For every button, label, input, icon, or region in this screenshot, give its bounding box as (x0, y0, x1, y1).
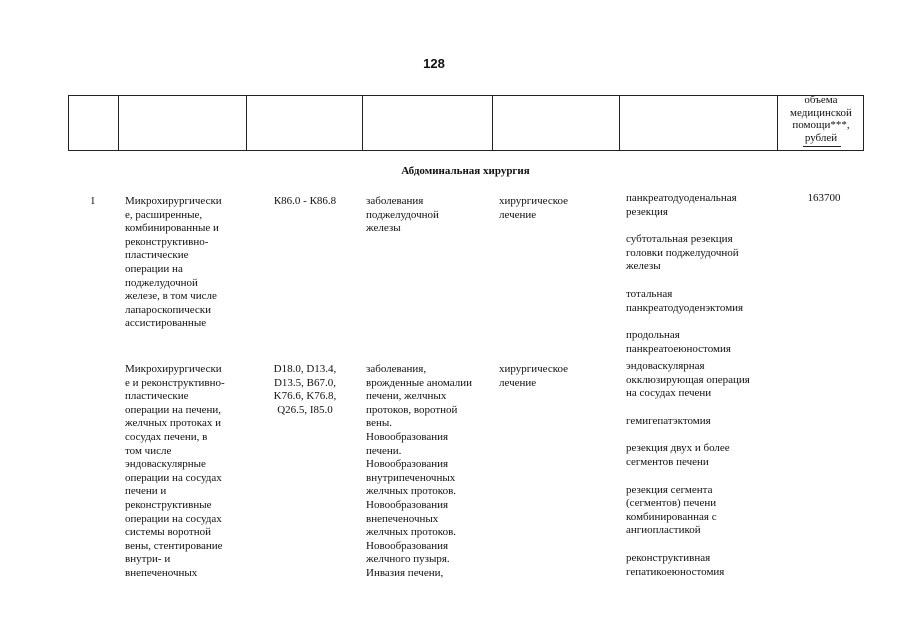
col-divider (619, 95, 620, 151)
treatment-methods (626, 360, 782, 579)
treatment-methods (626, 192, 782, 356)
section-title: Абдоминальная хирургия (401, 165, 530, 177)
table-right-border (863, 95, 864, 151)
treatment-type: хирургическое лечение (499, 363, 569, 389)
header-amount-label: объема медицинской помощи***, рублей (790, 94, 852, 144)
amount-value: 163700 (807, 192, 841, 204)
header-label-underline (803, 146, 841, 147)
row-number: 1 (90, 195, 96, 207)
method-item: гемигепатэктомия (626, 414, 711, 427)
col-divider (118, 95, 119, 151)
table-left-border (68, 95, 69, 151)
disease-description: заболевания, врожденные аномалии печени, желчных протоков, воротной вены. Новообразования печени. Новообразования внутрипеченочных желчных протоков. Новообразования внепеченочных желчных протоков. Новообразования желчного пузыря. Инвазия печени, (366, 363, 472, 579)
method-item: реконструктивная гепатикоеюностомия (626, 551, 725, 578)
disease-description: заболевания поджелудочной железы (366, 195, 439, 235)
col-divider (362, 95, 363, 151)
procedure-group-name: Микрохирургически е и реконструктивно- пластические операции на печени, желчных протоках и сосудах печени, в том числе эндоваскулярные операции на сосудах печени и реконструктивные операции на сосудах системы воротной вены, стентирование внутри- и внепеченочных (125, 363, 225, 579)
method-item: панкреатодуоденальная резекция (626, 192, 737, 218)
method-item: эндоваскулярная окклюзирующая операция на сосудах печени (626, 360, 750, 400)
icd-codes: D18.0, D13.4, D13.5, B67.0, K76.6, K76.8, Q26.5, I85.0 (273, 363, 337, 416)
col-divider (492, 95, 493, 151)
page-number: 128 (423, 56, 445, 71)
method-item: тотальная панкреатодуоденэктомия (626, 287, 744, 314)
table-top-border (68, 95, 863, 96)
method-item: резекция сегмента (сегментов) печени комбинированная с ангиопластикой (626, 483, 717, 537)
col-divider (777, 95, 778, 151)
method-item: субтотальная резекция головки поджелудочной железы (626, 233, 739, 273)
method-item: резекция двух и более сегментов печени (626, 442, 730, 468)
treatment-type: хирургическое лечение (499, 195, 569, 221)
icd-codes: К86.0 - К86.8 (273, 195, 337, 207)
procedure-group-name: Микрохирургически е, расширенные, комбинированные и реконструктивно- пластические операции на поджелудочной железе, в том числе лапароскопически ассистированные (125, 195, 222, 330)
col-divider (246, 95, 247, 151)
header-bottom-border (68, 150, 863, 151)
method-item: продольная панкреатоеюностомия (626, 329, 731, 355)
